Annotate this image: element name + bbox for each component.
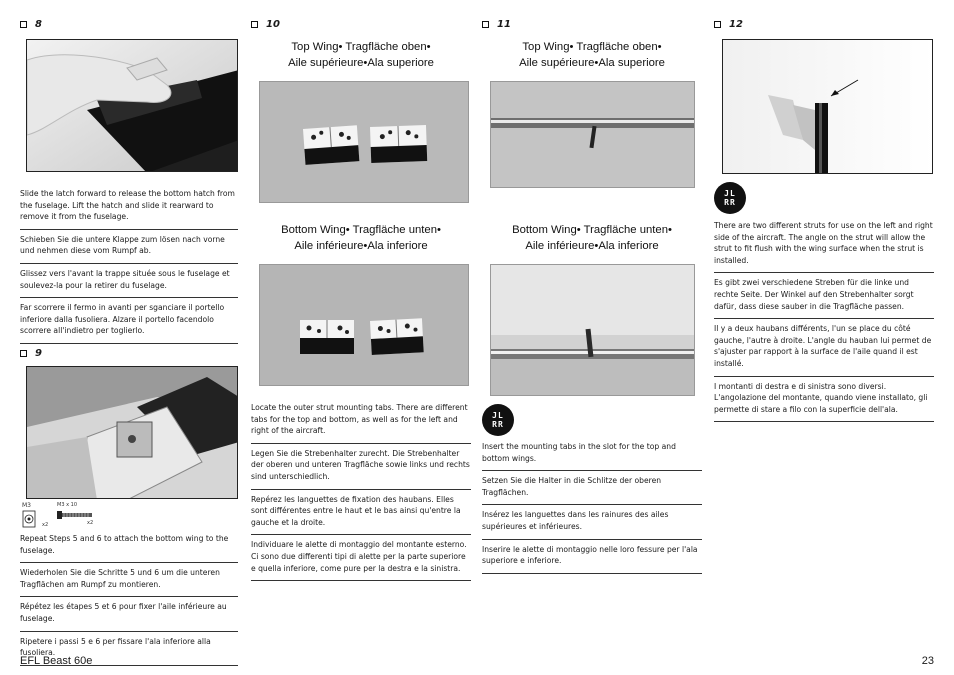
bottom-tabs-illustration: [260, 265, 469, 386]
step-9-photo: [26, 366, 238, 499]
left-right-badge-icon: JL RR: [714, 182, 746, 214]
bottom-wing-heading: Bottom Wing• Tragfläche unten• Aile inférieure•Ala inferiore: [512, 224, 672, 252]
step-11-text-en: Insert the mounting tabs in the slot for the top and bottom wings.: [482, 441, 702, 471]
step-10-heading: 10: [251, 14, 471, 34]
step-8-photo: [26, 39, 238, 172]
side-badge: [714, 182, 934, 214]
top-wing-slot-photo: [490, 81, 695, 188]
step-9-text-it: Ripetere i passi 5 e 6 per fissare l'ala inferiore alla fusoliera.: [20, 632, 238, 666]
column-1: [20, 14, 238, 666]
checkbox-icon[interactable]: [482, 21, 489, 28]
step-8-text-en: Slide the latch forward to release the bottom hatch from the fuselage. Lift the hatch and slide it rearward to remove it from the fuselage.: [20, 188, 238, 230]
bottom-wing-slot-photo: [490, 264, 695, 396]
step-11-text-de: Setzen Sie die Halter in die Schlitze der oberen Tragflächen.: [482, 471, 702, 505]
column-4: [714, 14, 934, 422]
column-3: [482, 14, 702, 574]
side-badge: [482, 404, 702, 436]
step-10-text-fr: Repérez les languettes de fixation des haubans. Elles sont différentes entre le haut et le bas ainsi qu'entre la gauche et la droite.: [251, 490, 471, 536]
bottom-wing-tabs-photo: [259, 264, 469, 386]
step-8-heading: 8: [20, 14, 238, 34]
washer-label: M3: [22, 501, 31, 509]
step-10-text-en: Locate the outer strut mounting tabs. There are different tabs for the top and bottom, as well as for the left and right of the aircraft.: [251, 402, 471, 444]
screw-icon: [57, 510, 93, 520]
washer-icon: [22, 510, 36, 528]
step-9-text-de: Wiederholen Sie die Schritte 5 und 6 um die unteren Tragflächen am Rumpf zu montieren.: [20, 563, 238, 597]
step-11-text-it: Inserire le alette di montaggio nelle loro fessure per l'ala superiore e inferiore.: [482, 540, 702, 574]
footer-title: EFL Beast 60e: [20, 655, 93, 667]
step-10-text-de: Legen Sie die Strebenhalter zurecht. Die Strebenhalter der oberen und unteren Tragfläche sowie links und rechts sind unterschiedlich.: [251, 444, 471, 490]
step-12-text-de: Es gibt zwei verschiedene Streben für die linke und rechte Seite. Der Winkel auf den Strebenhalter sorgt dafür, dass diese sauber in die Tragfläche passen.: [714, 273, 934, 319]
hardware-callout: [20, 502, 238, 532]
step-8-text-fr: Glissez vers l'avant la trappe située sous le fuselage et soulevez-la pour la retirer du fuselage.: [20, 264, 238, 298]
hatch-photo-illustration: [27, 40, 238, 172]
left-right-badge-icon: JL RR: [482, 404, 514, 436]
column-2: [251, 14, 471, 581]
top-tabs-illustration: [260, 82, 469, 203]
bottom-wing-photo-illustration: [27, 367, 238, 499]
strut-illustration: [723, 40, 933, 174]
checkbox-icon[interactable]: [251, 21, 258, 28]
step-12-text-fr: Il y a deux haubans différents, l'un se place du côté gauche, l'autre à droite. L'angle du hauban lui permet de s'ajuster par rapport à la surface de l'aile quand il est installé.: [714, 319, 934, 376]
checkbox-icon[interactable]: [20, 21, 27, 28]
screw-size-label: M3 x 10: [57, 501, 77, 508]
step-12-text-en: There are two different struts for use on the left and right side of the aircraft. The angle on the strut will allow the strut to fit flush with the wing surface when the strut is installed.: [714, 220, 934, 273]
step-10-text-it: Individuare le alette di montaggio del montante esterno. Ci sono due differenti tipi di alette per la parte superiore e quella inferiore, come pure per la destra e la sinistra.: [251, 535, 471, 581]
step-12-heading: 12: [714, 14, 934, 34]
step-12-text-it: I montanti di destra e di sinistra sono diversi. L'angolazione del montante, quando viene installato, gli permette di stare a filo con la superficie dell'ala.: [714, 377, 934, 423]
top-wing-tabs-photo: [259, 81, 469, 203]
step-11-text-fr: Insérez les languettes dans les rainures des ailes supérieures et inférieures.: [482, 505, 702, 539]
top-wing-heading: Top Wing• Tragfläche oben• Aile supérieure•Ala superiore: [288, 41, 434, 69]
step-9-heading: 9: [20, 344, 238, 364]
step-8-text-it: Far scorrere il fermo in avanti per sganciare il portello inferiore dalla fusoliera. Alzare il portello facendolo scorrere all'indietro per toglierlo.: [20, 298, 238, 344]
checkbox-icon[interactable]: [20, 350, 27, 357]
step-9-text-en: Repeat Steps 5 and 6 to attach the bottom wing to the fuselage.: [20, 533, 238, 563]
step-8-text-de: Schieben Sie die untere Klappe zum lösen nach vorne und nehmen diese vom Rumpf ab.: [20, 230, 238, 264]
bottom-wing-heading: Bottom Wing• Tragfläche unten• Aile inférieure•Ala inferiore: [281, 224, 441, 252]
top-slot-illustration: [491, 82, 695, 188]
top-wing-heading: Top Wing• Tragfläche oben• Aile supérieure•Ala superiore: [519, 41, 665, 69]
step-9-text-fr: Répétez les étapes 5 et 6 pour fixer l'aile inférieure au fuselage.: [20, 597, 238, 631]
checkbox-icon[interactable]: [714, 21, 721, 28]
strut-photo: [722, 39, 933, 174]
washer-qty: x2: [42, 521, 49, 528]
page-number: 23: [921, 655, 934, 667]
bottom-slot-illustration: [491, 265, 695, 396]
screw-qty: x2: [87, 519, 94, 526]
step-11-heading: 11: [482, 14, 702, 34]
